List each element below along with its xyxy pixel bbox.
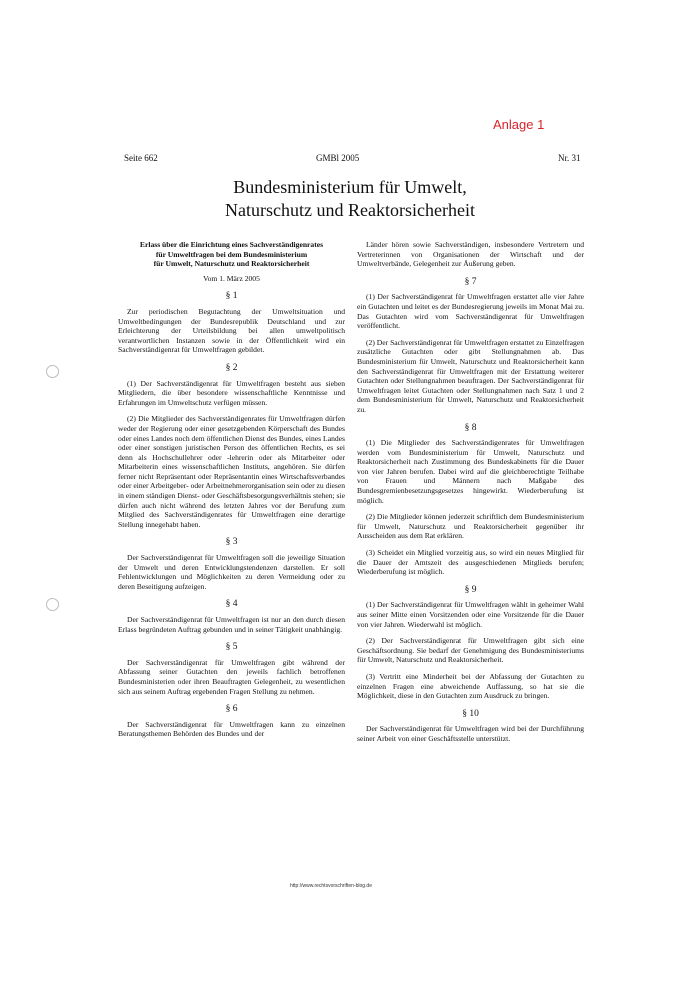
section-paragraph: Der Sachverständigenrat für Umweltfragen ist nur an den durch diesen Erlass begründeten Auftrag gebunden und in seiner Tätigkeit unabhängig.: [118, 615, 345, 634]
section-paragraph: Der Sachverständigenrat für Umweltfragen kann zu einzelnen Beratungsthemen Behörden des Bundes und der: [118, 719, 345, 739]
section-paragraph: (2) Der Sachverständigenrat für Umweltfragen gibt sich eine Geschäftsordnung. Sie bedarf der Genehmigung des Bundesministeriums für Umwelt, Naturschutz und Reaktorsicherheit.: [357, 636, 584, 665]
section-heading: § 10: [462, 708, 479, 719]
section-heading: § 4: [225, 599, 238, 610]
ministry-title-line: Naturschutz und Reaktorsicherheit: [225, 200, 475, 220]
section-paragraph: Zur periodischen Begutachtung der Umweltsituation und Umweltbedingungen der Bundesrepublik Deutschland und zur Erleichterung der Urteilsbildung bei allen umweltpolitisch verantwortlichen Instanzen sowie in der Öffentlichkeit wird ein Sachverständigenrat für Umweltfragen gebildet.: [118, 306, 345, 355]
gazette-reference: GMBl 2005: [316, 153, 360, 163]
section-paragraph: (1) Die Mitglieder des Sachverständigenrates für Umweltfragen werden vom Bundesministerium für Umwelt, Naturschutz und Reaktorsicherheit nach Zustimmung des Bundeskabinetts für die Dauer von vier Jahren berufen. Dabei wird auf die gleichberechtigte Teilhabe von Frauen und Männern nach Maßgabe des Bundesgremienbesetzungsgesetzes hingewirkt. Wiederberufung ist möglich.: [357, 438, 584, 505]
decree-title: [118, 240, 345, 269]
section-paragraph: (2) Der Sachverständigenrat für Umweltfragen erstattet zu Einzelfragen zusätzliche Gutachten oder gibt Stellungnahmen ab. Das Bundesministerium für Umwelt, Naturschutz und Reaktorsicherheit kann den Sachverständigenrat für Umweltfragen mit der Erstattung weiterer Gutachten oder Stellungnahmen beauftragen. Der Sachverständigenrat für Umweltfragen leitet Gutachten oder Stellungnahmen nach Satz 1 und 2 dem Bundesministerium für Umwelt, Naturschutz und Reaktorsicherheit zu.: [357, 337, 584, 414]
section-paragraph: (1) Der Sachverständigenrat für Umweltfragen wählt in geheimer Wahl aus seiner Mitte einen Vorsitzenden oder eine Vorsitzende für die Dauer von vier Jahren. Wiederwahl ist möglich.: [357, 600, 584, 629]
annex-label: Anlage 1: [493, 117, 545, 132]
section-paragraph: (1) Der Sachverständigenrat für Umweltfragen erstattet alle vier Jahre ein Gutachten und leitet es der Bundesregierung jeweils im Monat Mai zu. Das Gutachten wird vom Sachverständigenrat für Umweltfragen veröffentlicht.: [357, 292, 584, 331]
section-heading: § 2: [225, 362, 238, 373]
decree-title-line: für Umweltfragen bei dem Bundesministerium: [155, 249, 308, 259]
section-paragraph: Der Sachverständigenrat für Umweltfragen wird bei der Durchführung seiner Arbeit von einer Geschäftsstelle unterstützt.: [357, 724, 584, 743]
footer-url: http://www.rechtsvorschriften-blog.de: [290, 883, 372, 889]
ministry-title-line: Bundesministerium für Umwelt,: [233, 177, 467, 197]
section-paragraph: (2) Die Mitglieder können jederzeit schriftlich dem Bundesministerium für Umwelt, Naturschutz und Reaktorsicherheit gegenüber ihr Ausscheiden aus dem Rat erklären.: [357, 512, 584, 541]
section-paragraph: (3) Scheidet ein Mitglied vorzeitig aus, so wird ein neues Mitglied für die Dauer der Amtszeit des ausgeschiedenen Mitglieds berufen; Wiederberufung ist möglich.: [357, 548, 584, 577]
section-paragraph: (3) Vertritt eine Minderheit bei der Abfassung der Gutachten zu einzelnen Fragen eine abweichende Auffassung, so hat sie die Möglichkeit, diese in den Gutachten zum Ausdruck zu bringen.: [357, 671, 584, 701]
section-heading: § 1: [225, 291, 238, 302]
punch-hole-mark: [46, 598, 59, 611]
section-heading: § 7: [464, 276, 477, 287]
section-paragraph: Der Sachverständigenrat für Umweltfragen gibt während der Abfassung seiner Gutachten den jeweils fachlich betroffenen Bundesministerien oder ihren Beauftragten Gelegenheit, zu wesentlichen sich aus seinem Auftrag ergebenden Fragen Stellung zu nehmen.: [118, 657, 345, 696]
section-heading: § 9: [464, 584, 477, 595]
section-heading: § 6: [225, 704, 238, 715]
page-number: Seite 662: [124, 153, 158, 163]
ministry-title: [100, 176, 600, 222]
section-paragraph: (2) Die Mitglieder des Sachverständigenrates für Umweltfragen dürfen weder der Regierung oder einer gesetzgebenden Körperschaft des Bundes oder eines Landes noch dem öffentlichen Dienst des Bundes, eines Landes oder einer sonstigen juristischen Person des öffentlichen Rechts, es sei denn als Hochschullehrer oder -lehrerin oder als Mitarbeiter oder Mitarbeiterin eines wissenschaftlichen Instituts, angehören. Sie dürfen ferner nicht Repräsentant oder Repräsentantin eines Wirtschaftsverbandes oder einer Arbeitgeber- oder Arbeitnehmerorganisation sein oder zu diesen in einem ständigen Dienst- oder Geschäftsbesorgungsverhältnis stehen; sie dürfen auch nicht während des letzten Jahres vor der Berufung zum Mitglied des Sachverständigenrates für Umweltfragen eine derartige Stellung innegehabt haben.: [118, 414, 346, 529]
section-paragraph: Länder hören sowie Sachverständigen, insbesondere Vertretern und Vertreterinnen von Organisationen der Wirtschaft und der Umweltverbände, Gelegenheit zur Äußerung geben.: [357, 240, 584, 269]
section-heading: § 8: [464, 422, 477, 433]
right-column: [357, 240, 584, 751]
left-column: [118, 240, 345, 746]
decree-title-line: für Umwelt, Naturschutz und Reaktorsicherheit: [153, 259, 310, 269]
section-heading: § 5: [225, 642, 238, 653]
decree-title-line: Erlass über die Einrichtung eines Sachverständigenrates: [139, 240, 324, 249]
decree-date: Vom 1. März 2005: [203, 273, 260, 283]
section-paragraph: (1) Der Sachverständigenrat für Umweltfragen besteht aus sieben Mitgliedern, die über besondere wissenschaftliche Kenntnisse und Erfahrungen im Umweltschutz verfügen müssen.: [118, 378, 345, 407]
issue-number: Nr. 31: [558, 153, 581, 163]
section-paragraph: Der Sachverständigenrat für Umweltfragen soll die jeweilige Situation der Umwelt und deren Entwicklungstendenzen darstellen. Er soll Fehlentwicklungen und Möglichkeiten zu deren Vermeidung oder zu deren Beseitigung aufzeigen.: [118, 553, 345, 591]
punch-hole-mark: [46, 365, 59, 378]
section-heading: § 3: [225, 537, 238, 548]
